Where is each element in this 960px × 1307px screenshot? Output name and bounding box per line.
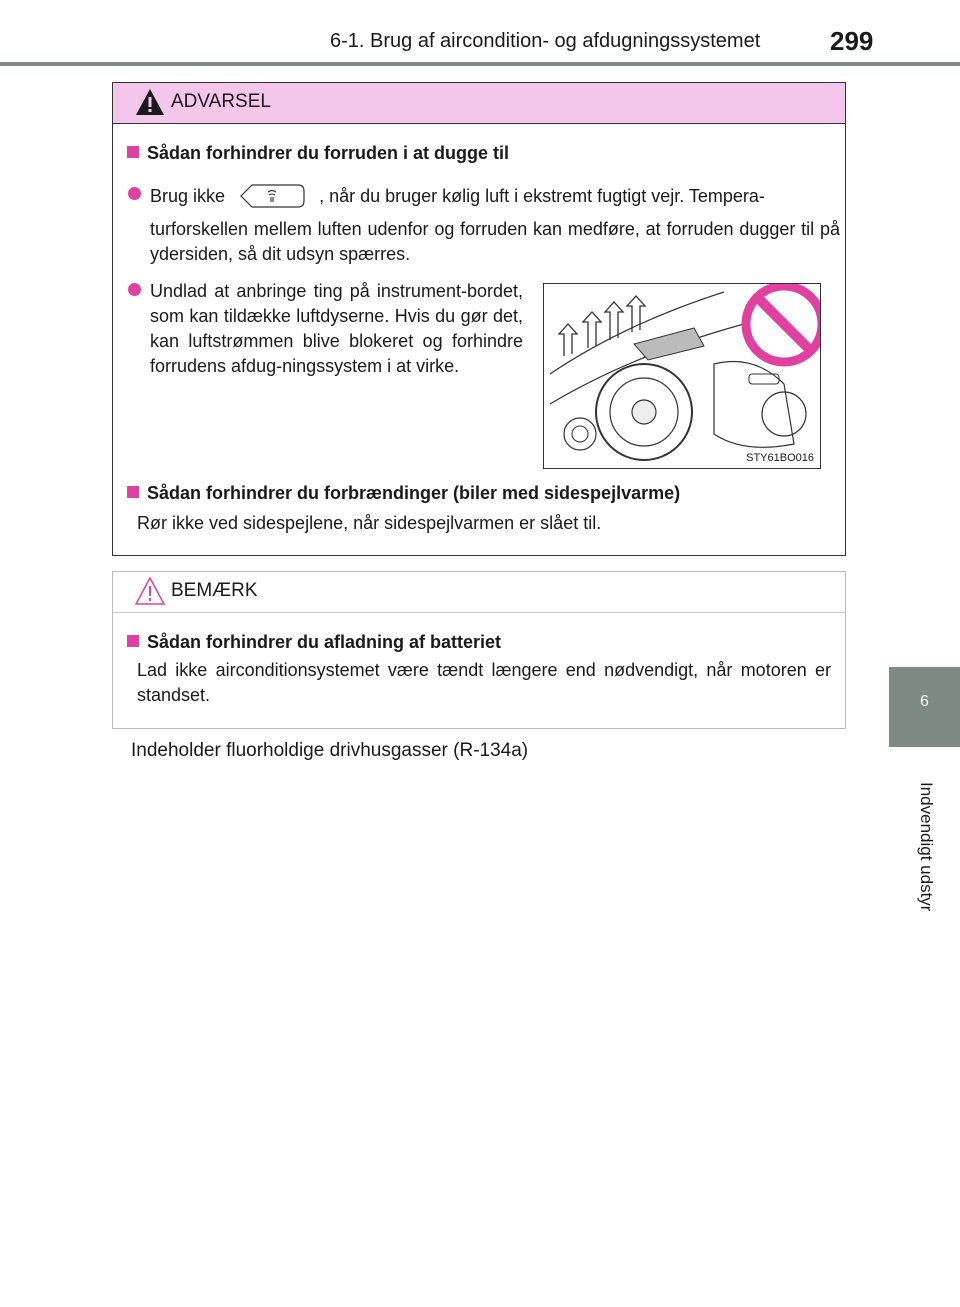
round-bullet-icon bbox=[128, 187, 141, 200]
warning-section1-title: Sådan forhindrer du forruden i at dugge til bbox=[127, 143, 509, 164]
warning-label: ADVARSEL bbox=[171, 91, 271, 112]
caution-triangle-icon bbox=[135, 576, 165, 606]
chapter-tab bbox=[889, 667, 960, 747]
warning-bullet-2: Undlad at anbringe ting på instrument-bordet, som kan tildække luftdyserne. Hvis du gør det, kan luftstrømmen blive blokeret og forhindre forrudens afdug-ningssystem i at virke. bbox=[128, 279, 523, 379]
footer-note: Indeholder fluorholdige drivhusgasser (R-134a) bbox=[131, 740, 529, 761]
warning-box bbox=[112, 82, 846, 556]
warning-section2-text: Rør ikke ved sidespejlene, når sidespejlvarmen er slået til. bbox=[137, 513, 602, 533]
warning-bullet-1-continuation: turforskellen mellem luften udenfor og forruden kan medføre, at forruden dugger til på ydersiden, så dit udsyn spærres. bbox=[150, 219, 840, 264]
chapter-number: 6 bbox=[920, 693, 929, 710]
chapter-label: Indvendigt udstyr bbox=[917, 782, 936, 912]
section-title: 6-1. Brug af aircondition- og afdugningssystemet bbox=[330, 30, 761, 52]
warning-triangle-icon bbox=[135, 87, 165, 117]
dashboard-illustration bbox=[543, 283, 821, 469]
warning-header bbox=[113, 83, 845, 124]
round-bullet-icon bbox=[128, 283, 141, 296]
note-box bbox=[112, 571, 846, 729]
square-bullet-icon bbox=[127, 635, 139, 647]
figure-id: STY61BO016 bbox=[746, 452, 814, 464]
warning-section2-title: Sådan forhindrer du forbrændinger (biler med sidespejlvarme) bbox=[127, 483, 680, 504]
dashboard-vents-blocked-illustration bbox=[544, 284, 820, 468]
page-number: 299 bbox=[830, 26, 874, 56]
note-section-text: Lad ikke airconditionsystemet være tændt længere end nødvendigt, når motoren er standset. bbox=[137, 660, 831, 705]
note-section-title: Sådan forhindrer du afladning af batteriet bbox=[127, 632, 501, 653]
warning-bullet-1: Brug ikke , når du bruger kølig luft i ekstremt fugtigt vejr. Tempera- bbox=[128, 183, 840, 209]
note-header bbox=[113, 572, 845, 613]
windshield-defogger-button-icon bbox=[238, 184, 306, 208]
header-divider bbox=[0, 62, 960, 66]
square-bullet-icon bbox=[127, 486, 139, 498]
square-bullet-icon bbox=[127, 146, 139, 158]
note-label: BEMÆRK bbox=[171, 580, 258, 601]
